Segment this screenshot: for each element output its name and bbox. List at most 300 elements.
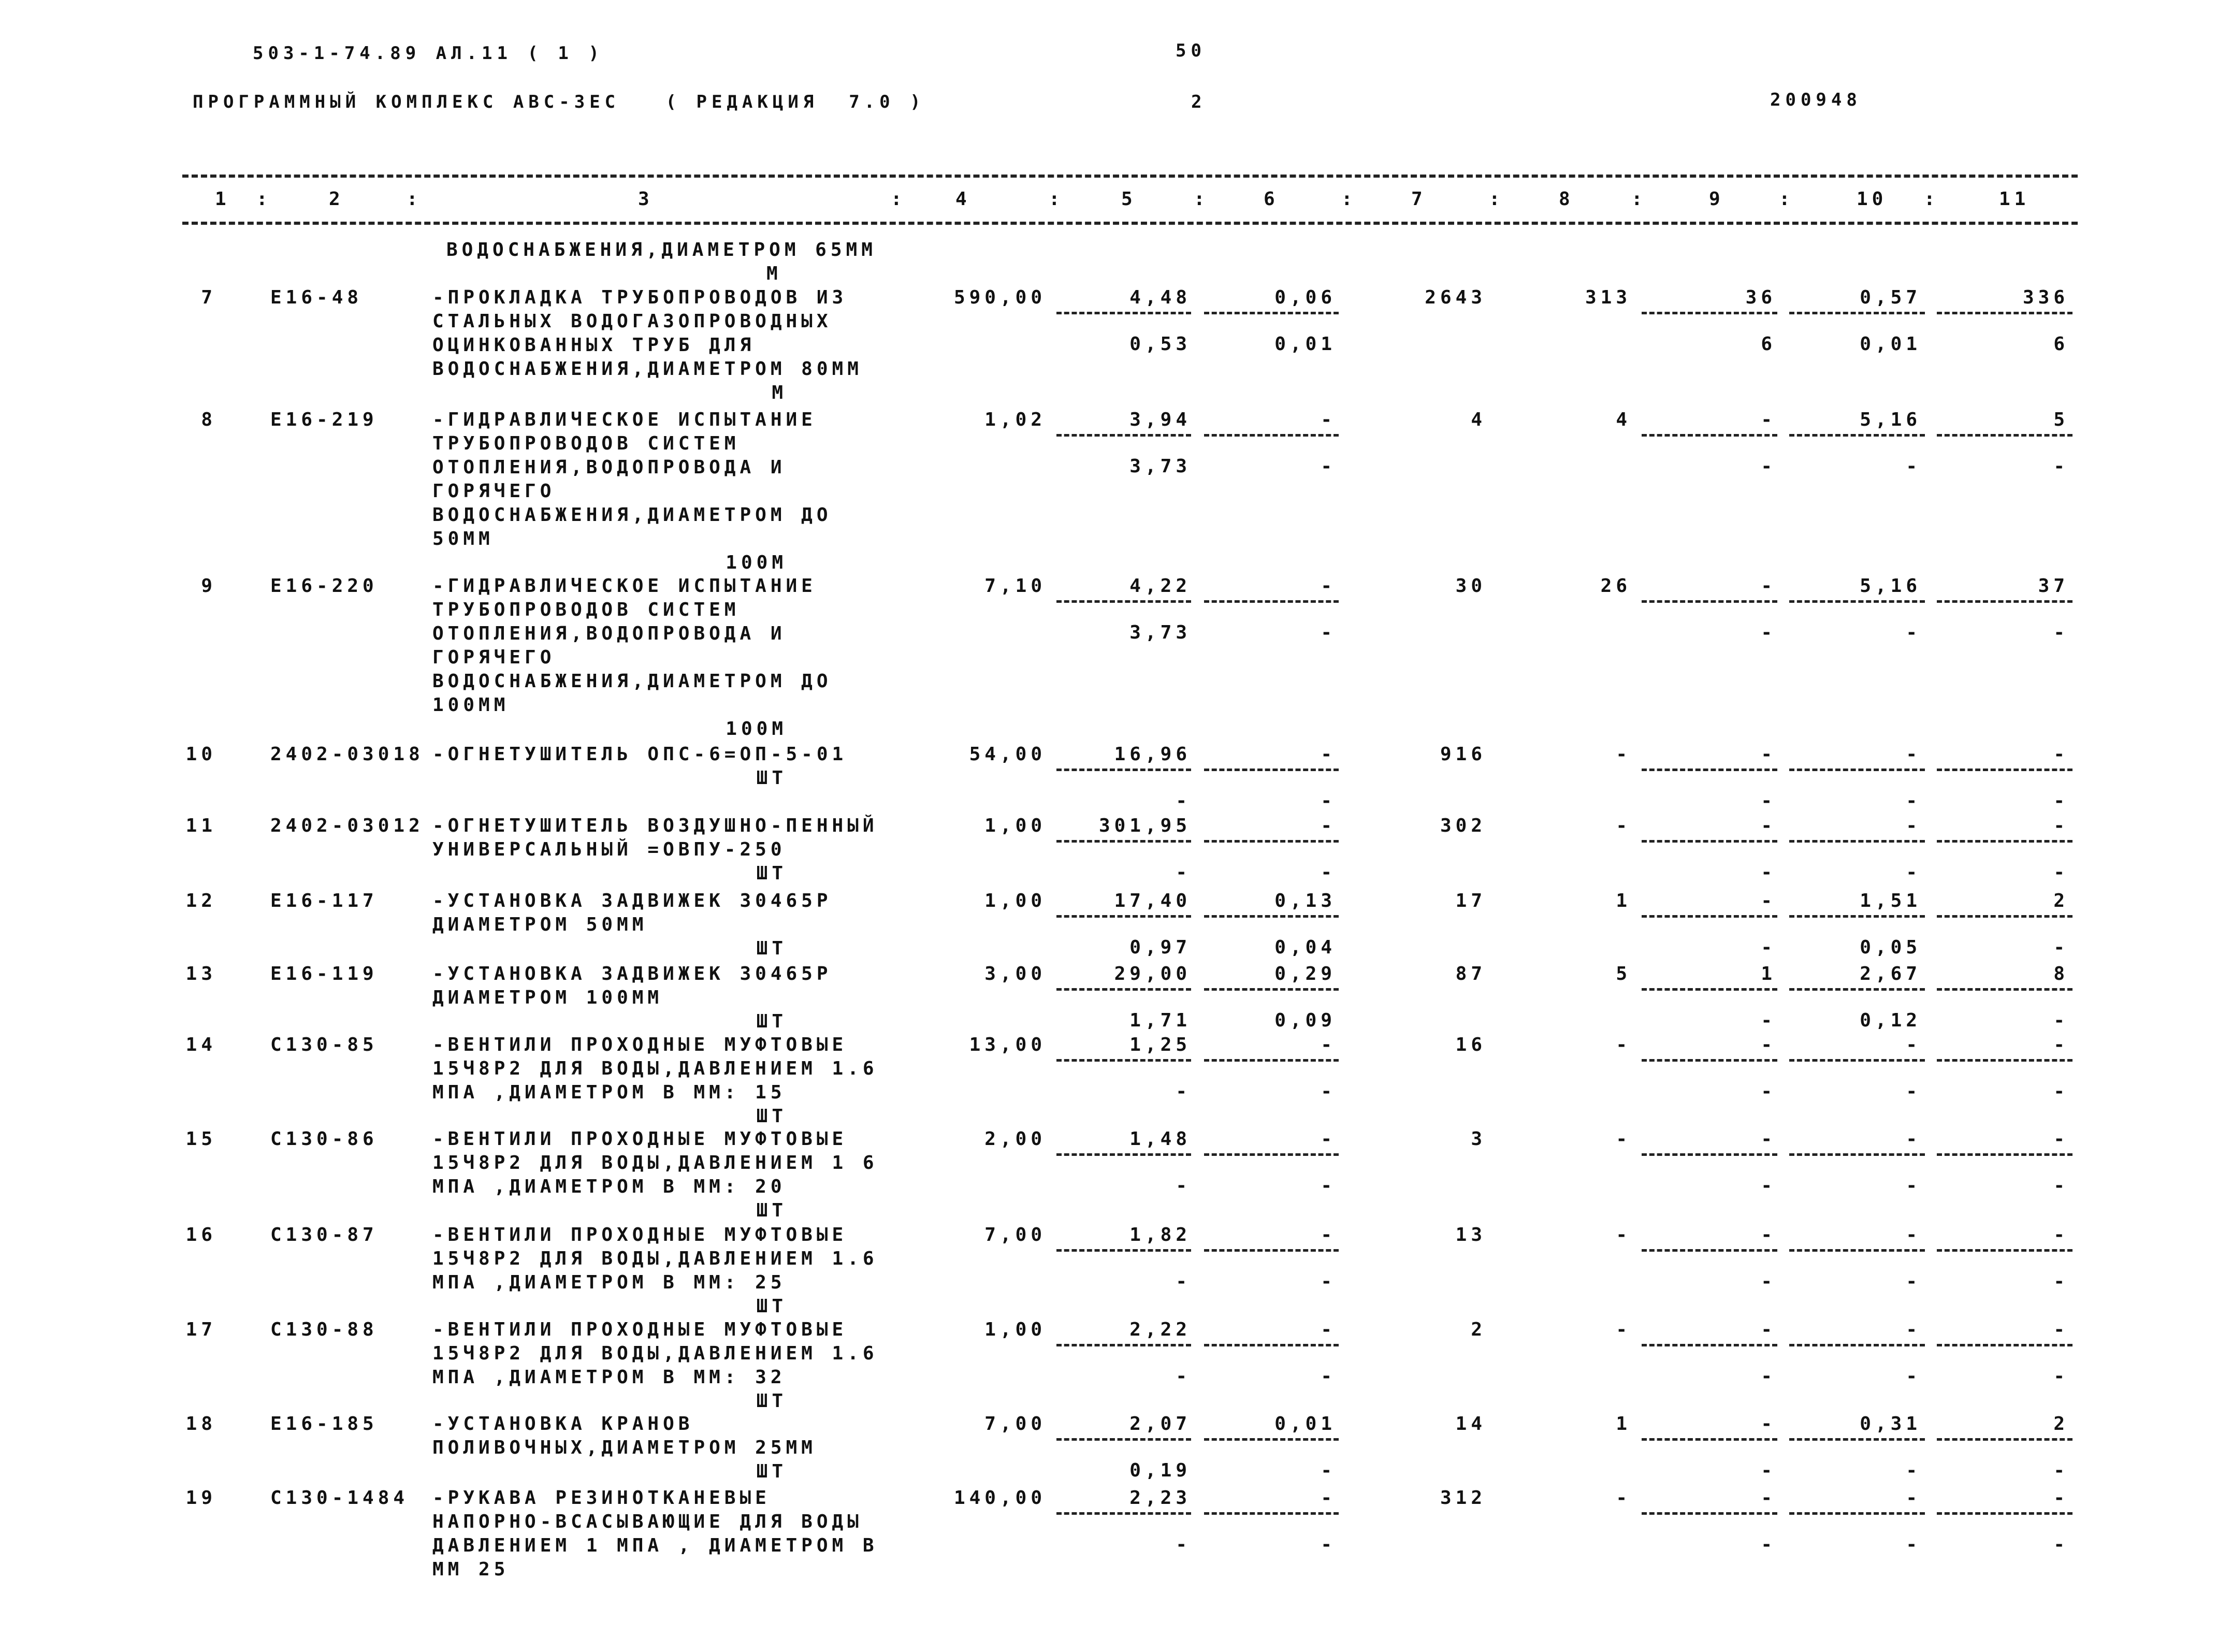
value-c5: 4,22 xyxy=(1129,575,1191,597)
unit-of-measure: 100М xyxy=(726,552,787,573)
value-c10-second: - xyxy=(1906,1534,1921,1555)
sub-divider-rule xyxy=(1204,1153,1339,1156)
sub-divider-rule xyxy=(1056,988,1191,991)
column-separator: : xyxy=(1631,189,1647,210)
value-c7: 17 xyxy=(1455,890,1486,911)
sub-divider-rule xyxy=(1204,1512,1339,1515)
sub-divider-rule xyxy=(1642,600,1777,603)
value-c5: 2,22 xyxy=(1129,1319,1191,1340)
sub-divider-rule xyxy=(1937,1249,2072,1252)
sub-divider-rule xyxy=(1789,600,1925,603)
value-c6: - xyxy=(1321,744,1336,765)
resource-code: Е16-119 xyxy=(270,963,378,984)
sub-divider-rule xyxy=(1789,434,1925,437)
value-c6-second: 0,01 xyxy=(1274,334,1336,355)
resource-code: С130-88 xyxy=(270,1319,378,1340)
item-description: ММ 25 xyxy=(432,1559,510,1580)
column-header-8: 8 xyxy=(1559,189,1574,210)
sub-divider-rule xyxy=(1789,1153,1925,1156)
value-c7: 14 xyxy=(1455,1413,1486,1434)
item-description: ДАВЛЕНИЕМ 1 МПА , ДИАМЕТРОМ В xyxy=(432,1535,878,1556)
value-c11: - xyxy=(2053,1224,2069,1245)
quantity: 3,00 xyxy=(984,963,1046,984)
value-c9-second: - xyxy=(1761,862,1776,883)
value-c6: - xyxy=(1321,1034,1336,1055)
value-c11-second: 6 xyxy=(2053,334,2069,355)
row-number: 14 xyxy=(185,1034,216,1055)
item-description: 100ММ xyxy=(432,694,510,716)
value-c9: - xyxy=(1761,575,1776,597)
value-c8: 1 xyxy=(1616,1413,1631,1434)
value-c10: 0,57 xyxy=(1860,287,1921,308)
resource-code: Е16-48 xyxy=(270,287,363,308)
value-c8: - xyxy=(1616,1034,1631,1055)
column-header-6: 6 xyxy=(1264,189,1279,210)
sub-divider-rule xyxy=(1937,1512,2072,1515)
continuation-description: ВОДОСНАБЖЕНИЯ,ДИАМЕТРОМ 65ММ xyxy=(446,239,877,260)
item-description: -ОГНЕТУШИТЕЛЬ ВОЗДУШНО-ПЕННЫЙ xyxy=(432,815,878,836)
sub-divider-rule xyxy=(1204,1344,1339,1346)
value-c5-second: - xyxy=(1176,862,1191,883)
value-c5-second: - xyxy=(1176,790,1191,811)
item-description: ДИАМЕТРОМ 100ММ xyxy=(432,987,663,1008)
sub-divider-rule xyxy=(1789,1249,1925,1252)
value-c10: 1,51 xyxy=(1860,890,1921,911)
value-c10: - xyxy=(1906,1487,1921,1509)
value-c11-second: - xyxy=(2053,456,2069,477)
value-c11: - xyxy=(2053,1128,2069,1150)
item-description: -ПРОКЛАДКА ТРУБОПРОВОДОВ ИЗ xyxy=(432,287,848,308)
value-c9-second: - xyxy=(1761,1534,1776,1555)
value-c5-second: - xyxy=(1176,1175,1191,1196)
column-header-10: 10 xyxy=(1857,189,1888,210)
value-c9: - xyxy=(1761,1413,1776,1434)
row-number: 11 xyxy=(185,815,216,836)
value-c10-second: - xyxy=(1906,1081,1921,1102)
value-c5: 1,82 xyxy=(1129,1224,1191,1245)
resource-code: С130-87 xyxy=(270,1224,378,1245)
value-c11: 336 xyxy=(2022,287,2069,308)
value-c11-second: - xyxy=(2053,1534,2069,1555)
value-c7: 2643 xyxy=(1425,287,1486,308)
sub-divider-rule xyxy=(1204,1059,1339,1062)
sub-divider-rule xyxy=(1642,840,1777,843)
document-number: 200948 xyxy=(1770,90,1862,110)
value-c9-second: - xyxy=(1761,622,1776,643)
sub-divider-rule xyxy=(1789,312,1925,314)
column-header-9: 9 xyxy=(1709,189,1724,210)
item-description: ПОЛИВОЧНЫХ,ДИАМЕТРОМ 25ММ xyxy=(432,1437,817,1458)
value-c9-second: - xyxy=(1761,456,1776,477)
value-c9-second: 6 xyxy=(1761,334,1776,355)
value-c5-second: 1,71 xyxy=(1129,1010,1191,1031)
value-c9: - xyxy=(1761,890,1776,911)
row-number: 8 xyxy=(201,409,216,430)
unit-of-measure: ШТ xyxy=(756,1461,787,1482)
value-c9-second: - xyxy=(1761,1271,1776,1292)
row-number: 10 xyxy=(185,744,216,765)
quantity: 140,00 xyxy=(953,1487,1046,1509)
sub-divider-rule xyxy=(1642,1153,1777,1156)
sub-divider-rule xyxy=(1789,988,1925,991)
value-c11-second: - xyxy=(2053,1175,2069,1196)
value-c6-second: - xyxy=(1321,622,1336,643)
value-c8: 26 xyxy=(1600,575,1631,597)
value-c5-second: 3,73 xyxy=(1129,622,1191,643)
value-c9: - xyxy=(1761,1487,1776,1509)
column-header-1: 1 xyxy=(215,189,230,210)
value-c11: - xyxy=(2053,1487,2069,1509)
column-separator: : xyxy=(1489,189,1504,210)
value-c10: 5,16 xyxy=(1860,409,1921,430)
column-header-7: 7 xyxy=(1411,189,1427,210)
item-description: ОЦИНКОВАННЫХ ТРУБ ДЛЯ xyxy=(432,335,756,356)
value-c11-second: - xyxy=(2053,937,2069,958)
sub-divider-rule xyxy=(1937,434,2072,437)
value-c5: 301,95 xyxy=(1098,815,1191,836)
unit-of-measure: ШТ xyxy=(756,1200,787,1221)
resource-code: Е16-185 xyxy=(270,1413,378,1434)
sub-divider-rule xyxy=(1204,988,1339,991)
column-separator: : xyxy=(407,189,422,210)
sub-divider-rule xyxy=(1789,1438,1925,1441)
item-description: УНИВЕРСАЛЬНЫЙ =ОВПУ-250 xyxy=(432,839,786,860)
sub-divider-rule xyxy=(1642,769,1777,771)
value-c10: - xyxy=(1906,815,1921,836)
value-c5-second: - xyxy=(1176,1534,1191,1555)
unit-of-measure: ШТ xyxy=(756,863,787,884)
value-c8: - xyxy=(1616,1319,1631,1340)
value-c6-second: - xyxy=(1321,790,1336,811)
sub-divider-rule xyxy=(1789,915,1925,918)
sub-divider-rule xyxy=(1056,1438,1191,1441)
column-header-5: 5 xyxy=(1121,189,1137,210)
value-c10: - xyxy=(1906,1319,1921,1340)
unit-of-measure: ШТ xyxy=(756,1106,787,1127)
value-c5: 16,96 xyxy=(1114,744,1191,765)
unit-of-measure: ШТ xyxy=(756,1390,787,1412)
value-c7: 16 xyxy=(1455,1034,1486,1055)
item-description: СТАЛЬНЫХ ВОДОГАЗОПРОВОДНЫХ xyxy=(432,311,832,332)
sub-divider-rule xyxy=(1642,1512,1777,1515)
sub-divider-rule xyxy=(1937,1438,2072,1441)
value-c10-second: 0,01 xyxy=(1860,334,1921,355)
value-c8: 5 xyxy=(1616,963,1631,984)
item-description: ВОДОСНАБЖЕНИЯ,ДИАМЕТРОМ ДО xyxy=(432,671,832,692)
sub-divider-rule xyxy=(1642,434,1777,437)
sub-divider-rule xyxy=(1937,1153,2072,1156)
item-description: МПА ,ДИАМЕТРОМ В ММ: 15 xyxy=(432,1082,786,1103)
item-description: 15Ч8Р2 ДЛЯ ВОДЫ,ДАВЛЕНИЕМ 1.6 xyxy=(432,1248,878,1269)
sub-divider-rule xyxy=(1056,915,1191,918)
value-c10-second: 0,12 xyxy=(1860,1010,1921,1031)
sub-divider-rule xyxy=(1204,600,1339,603)
item-description: НАПОРНО-ВСАСЫВАЮЩИЕ ДЛЯ ВОДЫ xyxy=(432,1511,863,1532)
value-c5: 4,48 xyxy=(1129,287,1191,308)
value-c9-second: - xyxy=(1761,1010,1776,1031)
value-c10: 0,31 xyxy=(1860,1413,1921,1434)
item-description: -УСТАНОВКА ЗАДВИЖЕК 30465Р xyxy=(432,890,832,911)
value-c10-second: - xyxy=(1906,1271,1921,1292)
value-c10-second: - xyxy=(1906,456,1921,477)
item-description: ВОДОСНАБЖЕНИЯ,ДИАМЕТРОМ 80ММ xyxy=(432,358,863,380)
item-description: -ВЕНТИЛИ ПРОХОДНЫЕ МУФТОВЫЕ xyxy=(432,1319,848,1340)
sub-divider-rule xyxy=(1937,312,2072,314)
sub-divider-rule xyxy=(1642,1059,1777,1062)
value-c5: 1,48 xyxy=(1129,1128,1191,1150)
value-c11-second: - xyxy=(2053,1271,2069,1292)
sub-divider-rule xyxy=(1937,1344,2072,1346)
value-c5: 29,00 xyxy=(1114,963,1191,984)
value-c8: - xyxy=(1616,744,1631,765)
value-c9: - xyxy=(1761,1319,1776,1340)
sub-divider-rule xyxy=(1642,1438,1777,1441)
value-c8: 4 xyxy=(1616,409,1631,430)
row-number: 15 xyxy=(185,1128,216,1150)
quantity: 7,10 xyxy=(984,575,1046,597)
value-c7: 13 xyxy=(1455,1224,1486,1245)
value-c11: 2 xyxy=(2053,890,2069,911)
value-c9-second: - xyxy=(1761,937,1776,958)
program-title: ПРОГРАММНЫЙ КОМПЛЕКС АВС-3ЕС ( РЕДАКЦИЯ 7.0 ) xyxy=(193,92,925,112)
item-description: -УСТАНОВКА КРАНОВ xyxy=(432,1413,694,1434)
value-c11: 8 xyxy=(2053,963,2069,984)
sub-divider-rule xyxy=(1056,434,1191,437)
value-c10-second: - xyxy=(1906,622,1921,643)
item-description: 15Ч8Р2 ДЛЯ ВОДЫ,ДАВЛЕНИЕМ 1.6 xyxy=(432,1343,878,1364)
resource-code: Е16-220 xyxy=(270,575,378,597)
value-c9: - xyxy=(1761,744,1776,765)
resource-code: Е16-219 xyxy=(270,409,378,430)
value-c10: 5,16 xyxy=(1860,575,1921,597)
value-c5-second: 0,53 xyxy=(1129,334,1191,355)
sub-divider-rule xyxy=(1789,840,1925,843)
value-c11-second: - xyxy=(2053,1010,2069,1031)
item-description: -ВЕНТИЛИ ПРОХОДНЫЕ МУФТОВЫЕ xyxy=(432,1128,848,1150)
sub-divider-rule xyxy=(1056,1344,1191,1346)
value-c6: 0,29 xyxy=(1274,963,1336,984)
value-c7: 87 xyxy=(1455,963,1486,984)
value-c8: - xyxy=(1616,1487,1631,1509)
row-number: 7 xyxy=(201,287,216,308)
sub-divider-rule xyxy=(1937,600,2072,603)
sub-divider-rule xyxy=(1789,769,1925,771)
value-c6: 0,13 xyxy=(1274,890,1336,911)
quantity: 1,02 xyxy=(984,409,1046,430)
value-c8: - xyxy=(1616,1224,1631,1245)
value-c9-second: - xyxy=(1761,1081,1776,1102)
sub-divider-rule xyxy=(1937,769,2072,771)
item-description: 15Ч8Р2 ДЛЯ ВОДЫ,ДАВЛЕНИЕМ 1 6 xyxy=(432,1152,878,1173)
column-separator: : xyxy=(256,189,272,210)
resource-code: С130-85 xyxy=(270,1034,378,1055)
row-number: 9 xyxy=(201,575,216,597)
value-c6: - xyxy=(1321,1224,1336,1245)
sub-divider-rule xyxy=(1642,988,1777,991)
unit-of-measure: ШТ xyxy=(756,938,787,959)
value-c9: 1 xyxy=(1761,963,1776,984)
column-header-4: 4 xyxy=(955,189,971,210)
value-c6-second: - xyxy=(1321,1366,1336,1387)
item-description: -УСТАНОВКА ЗАДВИЖЕК 30465Р xyxy=(432,963,832,984)
value-c9-second: - xyxy=(1761,1366,1776,1387)
sub-divider-rule xyxy=(1204,769,1339,771)
value-c11: 2 xyxy=(2053,1413,2069,1434)
sub-divider-rule xyxy=(1937,915,2072,918)
value-c5: 2,23 xyxy=(1129,1487,1191,1509)
sub-divider-rule xyxy=(1056,1153,1191,1156)
value-c10-second: 0,05 xyxy=(1860,937,1921,958)
value-c6: - xyxy=(1321,1128,1336,1150)
item-description: ТРУБОПРОВОДОВ СИСТЕМ xyxy=(432,599,740,620)
value-c8: 313 xyxy=(1585,287,1631,308)
value-c6-second: - xyxy=(1321,1081,1336,1102)
value-c6-second: 0,09 xyxy=(1274,1010,1336,1031)
column-separator: : xyxy=(1049,189,1064,210)
value-c9: 36 xyxy=(1745,287,1776,308)
sub-divider-rule xyxy=(1789,1059,1925,1062)
item-description: -ОГНЕТУШИТЕЛЬ ОПС-6=ОП-5-01 xyxy=(432,744,848,765)
sub-divider-rule xyxy=(1204,915,1339,918)
resource-code: Е16-117 xyxy=(270,890,378,911)
sub-divider-rule xyxy=(1642,915,1777,918)
unit-of-measure: ШТ xyxy=(756,767,787,789)
sub-divider-rule xyxy=(1056,312,1191,314)
item-description: ДИАМЕТРОМ 50ММ xyxy=(432,914,648,935)
quantity: 1,00 xyxy=(984,815,1046,836)
sub-divider-rule xyxy=(1789,1344,1925,1346)
value-c6-second: - xyxy=(1321,1271,1336,1292)
value-c6-second: - xyxy=(1321,1534,1336,1555)
value-c10: 2,67 xyxy=(1860,963,1921,984)
value-c9-second: - xyxy=(1761,1460,1776,1481)
item-description: -РУКАВА РЕЗИНОТКАНЕВЫЕ xyxy=(432,1487,771,1509)
value-c6-second: - xyxy=(1321,1175,1336,1196)
document-code: 503-1-74.89 АЛ.11 ( 1 ) xyxy=(253,43,604,64)
item-description: МПА ,ДИАМЕТРОМ В ММ: 32 xyxy=(432,1367,786,1388)
quantity: 7,00 xyxy=(984,1224,1046,1245)
item-description: ВОДОСНАБЖЕНИЯ,ДИАМЕТРОМ ДО xyxy=(432,504,832,526)
value-c7: 312 xyxy=(1440,1487,1486,1509)
column-header-11: 11 xyxy=(1999,189,2030,210)
sub-divider-rule xyxy=(1937,840,2072,843)
value-c6: - xyxy=(1321,815,1336,836)
value-c11-second: - xyxy=(2053,622,2069,643)
resource-code: С130-1484 xyxy=(270,1487,409,1509)
sub-divider-rule xyxy=(1056,1249,1191,1252)
item-description: -ВЕНТИЛИ ПРОХОДНЫЕ МУФТОВЫЕ xyxy=(432,1224,848,1245)
value-c5-second: - xyxy=(1176,1081,1191,1102)
value-c5: 3,94 xyxy=(1129,409,1191,430)
value-c11-second: - xyxy=(2053,1081,2069,1102)
value-c6-second: 0,04 xyxy=(1274,937,1336,958)
value-c11: - xyxy=(2053,1319,2069,1340)
item-description: ОТОПЛЕНИЯ,ВОДОПРОВОДА И xyxy=(432,623,786,644)
value-c11-second: - xyxy=(2053,862,2069,883)
value-c5: 2,07 xyxy=(1129,1413,1191,1434)
column-separator: : xyxy=(1341,189,1357,210)
column-header-3: 3 xyxy=(638,189,654,210)
resource-code: С130-86 xyxy=(270,1128,378,1150)
unit-of-measure: 100М xyxy=(726,718,787,740)
item-description: ГОРЯЧЕГО xyxy=(432,647,556,668)
sub-divider-rule xyxy=(1056,1059,1191,1062)
value-c8: 1 xyxy=(1616,890,1631,911)
value-c10-second: - xyxy=(1906,790,1921,811)
value-c5-second: - xyxy=(1176,1366,1191,1387)
value-c5: 1,25 xyxy=(1129,1034,1191,1055)
sub-divider-rule xyxy=(1789,1512,1925,1515)
table-header-rule xyxy=(182,222,2078,225)
value-c6: 0,06 xyxy=(1274,287,1336,308)
row-number: 19 xyxy=(185,1487,216,1509)
value-c8: - xyxy=(1616,1128,1631,1150)
value-c10-second: - xyxy=(1906,862,1921,883)
quantity: 1,00 xyxy=(984,1319,1046,1340)
value-c6: - xyxy=(1321,409,1336,430)
value-c11: 5 xyxy=(2053,409,2069,430)
sub-divider-rule xyxy=(1204,1249,1339,1252)
unit-of-measure: ШТ xyxy=(756,1296,787,1317)
value-c6: - xyxy=(1321,575,1336,597)
value-c11: - xyxy=(2053,815,2069,836)
value-c9: - xyxy=(1761,409,1776,430)
value-c9: - xyxy=(1761,1224,1776,1245)
continuation-unit: М xyxy=(766,263,782,284)
value-c11: - xyxy=(2053,1034,2069,1055)
item-description: 50ММ xyxy=(432,528,494,549)
value-c7: 302 xyxy=(1440,815,1486,836)
sub-divider-rule xyxy=(1642,1344,1777,1346)
value-c9: - xyxy=(1761,815,1776,836)
sub-divider-rule xyxy=(1056,600,1191,603)
sub-divider-rule xyxy=(1056,840,1191,843)
item-description: МПА ,ДИАМЕТРОМ В ММ: 25 xyxy=(432,1272,786,1293)
quantity: 13,00 xyxy=(969,1034,1046,1055)
value-c6: - xyxy=(1321,1319,1336,1340)
item-description: -ГИДРАВЛИЧЕСКОЕ ИСПЫТАНИЕ xyxy=(432,409,817,430)
column-separator: : xyxy=(1194,189,1209,210)
unit-of-measure: ШТ xyxy=(756,1011,787,1032)
value-c6: - xyxy=(1321,1487,1336,1509)
value-c7: 4 xyxy=(1471,409,1486,430)
value-c10: - xyxy=(1906,744,1921,765)
column-header-2: 2 xyxy=(329,189,344,210)
quantity: 590,00 xyxy=(953,287,1046,308)
value-c5-second: 0,97 xyxy=(1129,937,1191,958)
quantity: 1,00 xyxy=(984,890,1046,911)
row-number: 16 xyxy=(185,1224,216,1245)
value-c10: - xyxy=(1906,1034,1921,1055)
value-c10-second: - xyxy=(1906,1460,1921,1481)
row-number: 12 xyxy=(185,890,216,911)
value-c9-second: - xyxy=(1761,1175,1776,1196)
row-number: 13 xyxy=(185,963,216,984)
item-description: ГОРЯЧЕГО xyxy=(432,481,556,502)
quantity: 7,00 xyxy=(984,1413,1046,1434)
sub-divider-rule xyxy=(1204,840,1339,843)
row-number: 17 xyxy=(185,1319,216,1340)
value-c6-second: - xyxy=(1321,1460,1336,1481)
item-description: МПА ,ДИАМЕТРОМ В ММ: 20 xyxy=(432,1176,786,1197)
sub-divider-rule xyxy=(1056,1512,1191,1515)
item-description: 15Ч8Р2 ДЛЯ ВОДЫ,ДАВЛЕНИЕМ 1.6 xyxy=(432,1058,878,1079)
value-c6-second: - xyxy=(1321,862,1336,883)
value-c7: 2 xyxy=(1471,1319,1486,1340)
sub-divider-rule xyxy=(1204,1438,1339,1441)
table-top-rule xyxy=(182,175,2078,178)
sub-divider-rule xyxy=(1937,1059,2072,1062)
